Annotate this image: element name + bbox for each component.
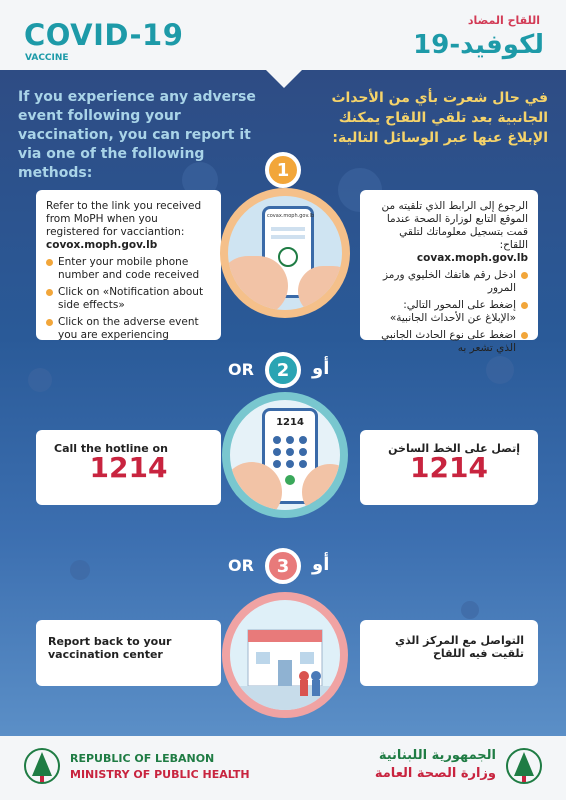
bullet-text: اضغط على نوع الحادث الجانبي الذي تشعر به xyxy=(381,329,516,354)
bullet-dot-icon xyxy=(521,272,528,279)
step-1-ar-bullet xyxy=(370,269,528,295)
bullet-text: إضغط على المحور التالي: «الإبلاغ عن الأحداث الجانبية» xyxy=(389,299,516,324)
bullet-text: Enter your mobile phone number and code received xyxy=(58,256,200,281)
step-1-en-bullet xyxy=(46,316,211,342)
step-1-ar-bullet xyxy=(370,329,528,355)
bullet-text: Click on the adverse event you are experiencing xyxy=(58,316,199,341)
step-1-en-link[interactable]: covox.moph.gov.lb xyxy=(46,239,158,251)
hotline-number-ar[interactable]: 1214 xyxy=(410,451,488,484)
step-1-en-intro: Refer to the link you received from MoPH when you registered for vacciantion: xyxy=(46,200,202,238)
step-3-en-card xyxy=(36,620,221,686)
phone-line xyxy=(271,227,305,231)
hotline-label-ar: إتصل على الخط الساخن xyxy=(388,442,520,455)
center-sign: VACCINATION CENTER xyxy=(272,643,322,648)
report-center-en: Report back to your vaccination center xyxy=(48,635,172,661)
intro-ar: في حال شعرت بأي من الأحداث الجانبية بعد تلقي اللقاح يمكنك الإبلاغ عنها عبر الوسائل التالية: xyxy=(331,90,548,146)
step-1-en-bullet xyxy=(46,286,211,312)
step-2-ar-card xyxy=(360,430,538,505)
step-3-ar-card xyxy=(360,620,538,686)
hotline-number-en[interactable]: 1214 xyxy=(89,451,168,484)
footer-ministry-ar: وزارة الصحة العامة xyxy=(374,766,496,781)
bullet-dot-icon xyxy=(521,332,528,339)
phone-link-illustration xyxy=(220,188,350,318)
step-3-badge: 3 xyxy=(265,548,301,584)
bullet-dot-icon xyxy=(46,289,53,296)
or-ar-label: أو xyxy=(312,554,330,575)
or-ar-label: أو xyxy=(312,358,330,379)
report-center-ar: التواصل مع المركز الذي تلقيت فيه اللقاح xyxy=(394,634,524,660)
bullet-text: Click on «Notification about side effects» xyxy=(58,286,204,311)
phone-line xyxy=(271,235,305,239)
bullet-dot-icon xyxy=(521,302,528,309)
phone-call-illustration xyxy=(222,392,348,518)
bullet-dot-icon xyxy=(46,259,53,266)
step-1-en-bullet xyxy=(46,256,211,282)
bullet-text: ادخل رقم هاتفك الخليوي ورمز المرور xyxy=(382,269,516,294)
intro-en: If you experience any adverse event following your vaccination, you can report it via one of the following methods: xyxy=(18,89,256,181)
step-1-badge: 1 xyxy=(265,152,301,188)
step-1-ar-card xyxy=(360,190,538,354)
step-1-ar-bullet xyxy=(370,299,528,325)
vaccination-center-illustration xyxy=(222,592,348,718)
cedar-logo-icon xyxy=(24,746,60,786)
phone-display: 1214 xyxy=(276,417,304,428)
step-1-ar-intro: الرجوع إلى الرابط الذي تلقيته من الموقع التابع لوزارة الصحة عندما قمت بتسجيل معلوماتك لتلقي اللقاح: xyxy=(381,200,528,251)
footer-republic-en: REPUBLIC OF LEBANON xyxy=(70,752,215,765)
step-2-en-card xyxy=(36,430,221,505)
or-en-label: OR xyxy=(228,360,254,379)
building-icon xyxy=(230,600,340,710)
header-notch xyxy=(266,70,302,88)
hand-icon xyxy=(220,256,288,316)
bullet-dot-icon xyxy=(46,319,53,326)
step-2-badge: 2 xyxy=(265,352,301,388)
title-ar-small: اللقاح المضاد xyxy=(467,14,540,27)
or-en-label: OR xyxy=(228,556,254,575)
step-1-ar-link[interactable]: covax.moph.gov.lb xyxy=(416,252,528,264)
title-ar: لكوفيد-19 xyxy=(413,30,544,60)
footer-republic-ar: الجمهورية اللبنانية xyxy=(378,748,496,763)
hotline-label-en: Call the hotline on xyxy=(54,442,168,455)
title-en: COVID-19 xyxy=(24,18,184,52)
hand-icon xyxy=(222,462,282,518)
step-1-en-card xyxy=(36,190,221,340)
phone-url: covax.moph.gov.lb xyxy=(267,213,315,219)
cedar-logo-icon xyxy=(506,746,542,786)
footer-ministry-en: MINISTRY OF PUBLIC HEALTH xyxy=(70,768,250,781)
subtitle-en: VACCINE xyxy=(25,53,69,63)
cedar-icon xyxy=(278,247,298,267)
